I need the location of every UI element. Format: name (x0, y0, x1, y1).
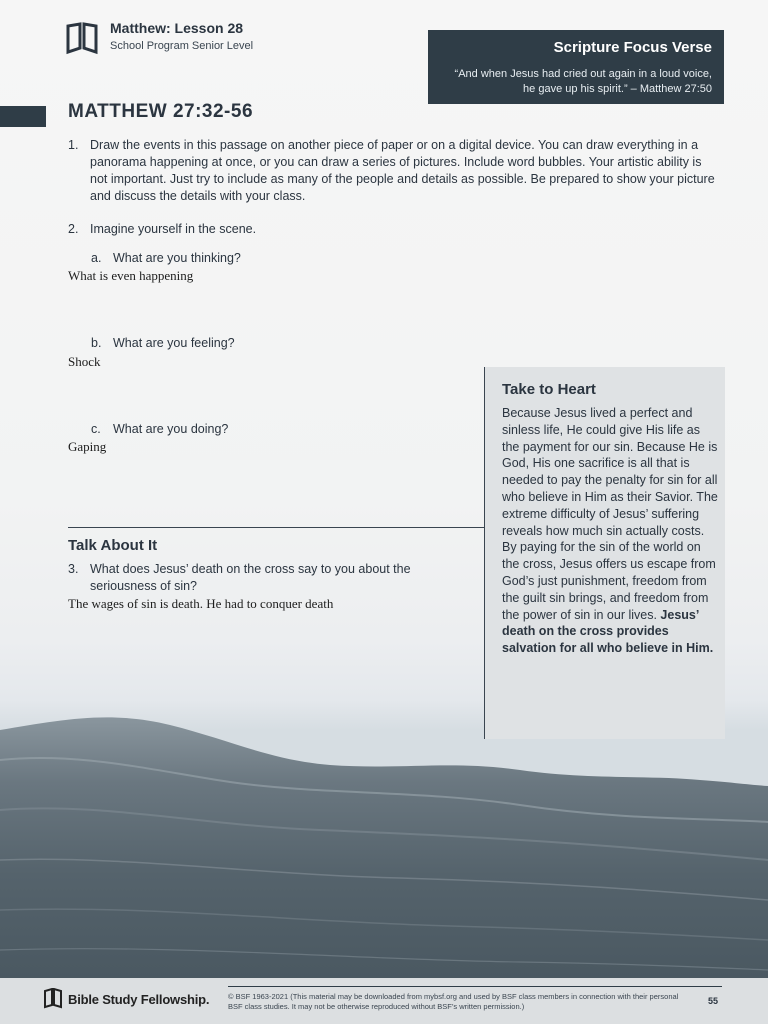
bsf-logo-icon (44, 988, 62, 1010)
scripture-focus-text: “And when Jesus had cried out again in a loud voice, he gave up his spirit.” – Matthew 27:50 (454, 68, 712, 95)
footer-brand: Bible Study Fellowship. (68, 992, 210, 1007)
subquestion-text: What are you doing? (113, 422, 229, 436)
answer-b[interactable]: Shock (68, 354, 101, 369)
page-number: 55 (708, 996, 719, 1006)
answer-a[interactable]: What is even happening (68, 268, 194, 283)
subquestion-text: What are you thinking? (113, 251, 241, 265)
subquestion-letter: a. (91, 251, 102, 265)
section-title: MATTHEW 27:32-56 (68, 101, 254, 122)
scripture-focus-box (428, 30, 724, 104)
answer-3[interactable]: The wages of sin is death. He had to conquer death (68, 596, 334, 611)
question-number: 2. (68, 222, 79, 236)
question-2 (68, 221, 718, 238)
take-to-heart-panel (484, 367, 725, 739)
subquestion-letter: c. (91, 422, 101, 436)
question-number: 3. (68, 562, 79, 576)
scripture-focus-title: Scripture Focus Verse (553, 39, 712, 56)
question-number: 1. (68, 138, 79, 152)
footer (0, 978, 768, 1024)
question-1 (68, 137, 718, 205)
take-to-heart-body: Because Jesus lived a perfect and sinless life, He could give His life as the payment for our sin. Because He is God, His one sacrifice is all that is needed to pay the penalty for sin for all who believe in Him as their Savior. The extreme difficulty of Jesus’ suffering reveals how much sin actually costs. By paying for the sin of the world on the cross, Jesus offers us escape from God’s just punishment, freedom from the guilt sin brings, and freedom from the power of sin in our lives. (502, 406, 718, 622)
subquestion-letter: b. (91, 336, 102, 350)
footer-divider (228, 986, 722, 987)
lesson-title: Matthew: Lesson 28 (110, 20, 244, 36)
subquestion-a (91, 250, 471, 267)
answer-c[interactable]: Gaping (68, 439, 107, 454)
question-text: What does Jesus’ death on the cross say to you about the seriousness of sin? (90, 562, 411, 593)
question-text: Imagine yourself in the scene. (90, 222, 257, 236)
subquestion-c (91, 421, 471, 438)
question-text: Draw the events in this passage on another piece of paper or on a digital device. You can draw everything in a panorama happening at once, or you can draw a series of pictures. Include word bubbles. Your artistic ability is not important. Just try to include as many of the people and details as possible. Be prepared to show your picture and discuss the details with your class. (90, 138, 715, 203)
open-book-icon (66, 20, 98, 56)
take-to-heart-emphasis: Jesus’ death on the cross provides salvation for all who believe in Him. (502, 607, 714, 656)
footer-copyright: © BSF 1963-2021 (This material may be downloaded from mybsf.org and used by BSF class members in connection with their personal BSF class studies. It may not be otherwise reproduced without BSF’s written permission.) (228, 992, 679, 1011)
section-divider (68, 527, 484, 528)
talk-about-it-title: Talk About It (68, 537, 158, 554)
take-to-heart-title: Take to Heart (502, 381, 596, 398)
question-3 (68, 561, 463, 595)
take-to-heart-text (502, 405, 718, 657)
subquestion-b (91, 335, 471, 352)
lesson-subtitle: School Program Senior Level (110, 40, 254, 52)
accent-bar (0, 106, 46, 127)
subquestion-text: What are you feeling? (113, 336, 235, 350)
